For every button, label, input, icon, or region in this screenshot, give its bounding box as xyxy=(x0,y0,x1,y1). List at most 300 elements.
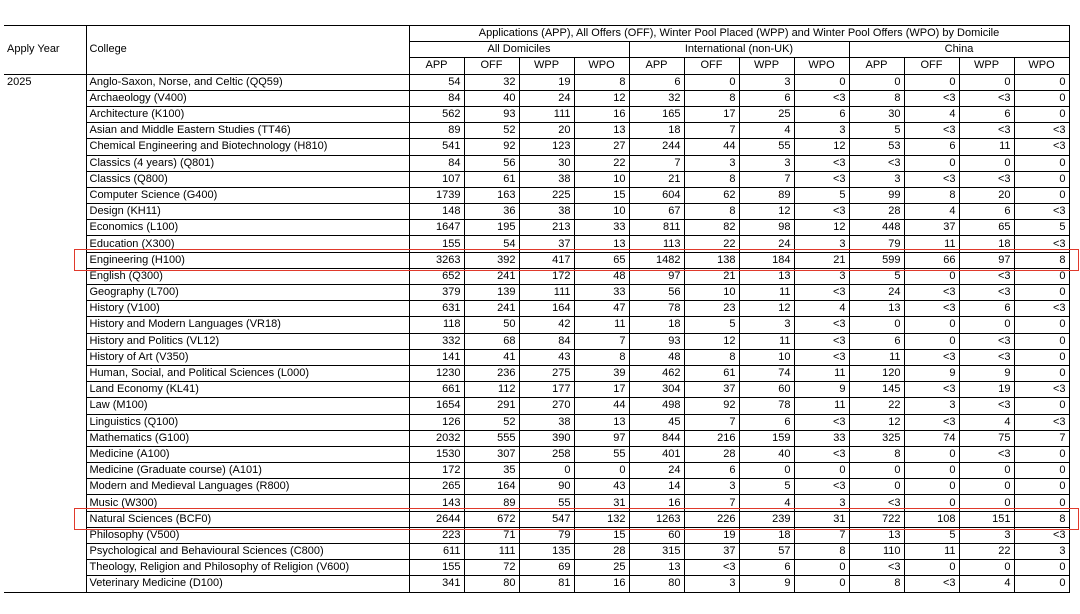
value-cell: 0 xyxy=(849,463,904,479)
value-cell: 417 xyxy=(519,252,574,268)
value-cell: 27 xyxy=(574,139,629,155)
value-cell: 22 xyxy=(684,236,739,252)
value-cell: <3 xyxy=(1014,123,1069,139)
value-cell: 55 xyxy=(519,495,574,511)
value-cell: 547 xyxy=(519,511,574,527)
value-cell: 111 xyxy=(519,106,574,122)
value-cell: 241 xyxy=(464,301,519,317)
value-cell: 604 xyxy=(629,187,684,203)
value-cell: 10 xyxy=(574,204,629,220)
value-cell: 8 xyxy=(684,349,739,365)
value-cell: 3 xyxy=(794,236,849,252)
value-cell: <3 xyxy=(959,268,1014,284)
value-cell: 0 xyxy=(1014,495,1069,511)
value-cell: 0 xyxy=(959,560,1014,576)
value-cell: 135 xyxy=(519,544,574,560)
value-cell: 448 xyxy=(849,220,904,236)
value-cell: 7 xyxy=(794,527,849,543)
value-cell: 844 xyxy=(629,430,684,446)
apply-year-cell xyxy=(4,90,86,106)
value-cell: 20 xyxy=(519,123,574,139)
value-cell: 24 xyxy=(849,285,904,301)
value-cell: 11 xyxy=(959,139,1014,155)
value-cell: <3 xyxy=(794,333,849,349)
value-cell: 79 xyxy=(519,527,574,543)
value-cell: <3 xyxy=(1014,414,1069,430)
value-cell: 7 xyxy=(684,414,739,430)
college-cell: Natural Sciences (BCF0) xyxy=(86,511,409,527)
value-cell: 611 xyxy=(409,544,464,560)
value-cell: 21 xyxy=(684,268,739,284)
value-cell: 0 xyxy=(904,317,959,333)
table-row xyxy=(4,576,1069,592)
value-cell: 0 xyxy=(959,495,1014,511)
value-cell: 0 xyxy=(1014,560,1069,576)
value-cell: 17 xyxy=(574,382,629,398)
value-cell: 8 xyxy=(849,576,904,592)
metric-header-off: OFF xyxy=(684,58,739,74)
value-cell: 54 xyxy=(409,74,464,90)
value-cell: 307 xyxy=(464,446,519,462)
value-cell: 97 xyxy=(959,252,1014,268)
value-cell: 9 xyxy=(904,365,959,381)
value-cell: 16 xyxy=(574,576,629,592)
value-cell: 78 xyxy=(739,398,794,414)
value-cell: 155 xyxy=(409,236,464,252)
value-cell: 12 xyxy=(794,139,849,155)
value-cell: 47 xyxy=(574,301,629,317)
value-cell: 8 xyxy=(684,90,739,106)
value-cell: 33 xyxy=(794,430,849,446)
apply-year-cell xyxy=(4,446,86,462)
value-cell: <3 xyxy=(794,90,849,106)
value-cell: 11 xyxy=(849,349,904,365)
value-cell: 165 xyxy=(629,106,684,122)
value-cell: 3 xyxy=(959,527,1014,543)
value-cell: 315 xyxy=(629,544,684,560)
apply-year-cell xyxy=(4,301,86,317)
value-cell: 226 xyxy=(684,511,739,527)
value-cell: 65 xyxy=(574,252,629,268)
value-cell: 0 xyxy=(1014,317,1069,333)
value-cell: 145 xyxy=(849,382,904,398)
value-cell: 68 xyxy=(464,333,519,349)
college-cell: Education (X300) xyxy=(86,236,409,252)
value-cell: 84 xyxy=(409,155,464,171)
value-cell: 0 xyxy=(1014,349,1069,365)
value-cell: 0 xyxy=(959,74,1014,90)
table-row xyxy=(4,106,1069,122)
value-cell: <3 xyxy=(684,560,739,576)
value-cell: 0 xyxy=(849,74,904,90)
value-cell: 39 xyxy=(574,365,629,381)
value-cell: <3 xyxy=(1014,301,1069,317)
value-cell: 5 xyxy=(849,123,904,139)
value-cell: 225 xyxy=(519,187,574,203)
value-cell: 13 xyxy=(739,268,794,284)
value-cell: 11 xyxy=(904,236,959,252)
apply-year-cell xyxy=(4,252,86,268)
value-cell: 23 xyxy=(684,301,739,317)
value-cell: 3 xyxy=(739,155,794,171)
table-row xyxy=(4,560,1069,576)
value-cell: 498 xyxy=(629,398,684,414)
value-cell: 7 xyxy=(629,155,684,171)
value-cell: 35 xyxy=(464,463,519,479)
value-cell: 0 xyxy=(904,495,959,511)
value-cell: 37 xyxy=(684,544,739,560)
metric-header-app: APP xyxy=(629,58,684,74)
value-cell: 79 xyxy=(849,236,904,252)
value-cell: 3 xyxy=(739,74,794,90)
value-cell: <3 xyxy=(959,398,1014,414)
value-cell: 21 xyxy=(794,252,849,268)
value-cell: 6 xyxy=(959,301,1014,317)
value-cell: <3 xyxy=(849,495,904,511)
value-cell: 60 xyxy=(739,382,794,398)
value-cell: <3 xyxy=(959,333,1014,349)
value-cell: <3 xyxy=(794,155,849,171)
value-cell: 65 xyxy=(959,220,1014,236)
value-cell: 241 xyxy=(464,268,519,284)
value-cell: 5 xyxy=(1014,220,1069,236)
apply-year-header: Apply Year xyxy=(4,26,86,75)
table-row xyxy=(4,123,1069,139)
value-cell: 0 xyxy=(904,479,959,495)
value-cell: 7 xyxy=(684,123,739,139)
value-cell: 3 xyxy=(794,495,849,511)
table-row xyxy=(4,479,1069,495)
value-cell: 172 xyxy=(409,463,464,479)
value-cell: 14 xyxy=(629,479,684,495)
value-cell: 8 xyxy=(574,74,629,90)
apply-year-cell xyxy=(4,123,86,139)
table-row xyxy=(4,204,1069,220)
metric-header-wpo: WPO xyxy=(794,58,849,74)
value-cell: 139 xyxy=(464,285,519,301)
value-cell: 7 xyxy=(739,171,794,187)
value-cell: 60 xyxy=(629,527,684,543)
table-row xyxy=(4,301,1069,317)
value-cell: 18 xyxy=(739,527,794,543)
value-cell: 13 xyxy=(849,301,904,317)
college-cell: Engineering (H100) xyxy=(86,252,409,268)
value-cell: 132 xyxy=(574,511,629,527)
value-cell: 3 xyxy=(794,268,849,284)
value-cell: 0 xyxy=(1014,171,1069,187)
value-cell: <3 xyxy=(794,317,849,333)
value-cell: 562 xyxy=(409,106,464,122)
value-cell: 631 xyxy=(409,301,464,317)
college-cell: Psychological and Behavioural Sciences (C800) xyxy=(86,544,409,560)
table-row xyxy=(4,171,1069,187)
value-cell: 3 xyxy=(684,155,739,171)
value-cell: <3 xyxy=(794,446,849,462)
value-cell: 164 xyxy=(464,479,519,495)
college-cell: Computer Science (G400) xyxy=(86,187,409,203)
value-cell: 195 xyxy=(464,220,519,236)
value-cell: 40 xyxy=(739,446,794,462)
value-cell: 244 xyxy=(629,139,684,155)
value-cell: 0 xyxy=(904,446,959,462)
value-cell: 113 xyxy=(629,236,684,252)
value-cell: 37 xyxy=(684,382,739,398)
value-cell: 15 xyxy=(574,527,629,543)
value-cell: 37 xyxy=(904,220,959,236)
value-cell: 40 xyxy=(464,90,519,106)
value-cell: 9 xyxy=(739,576,794,592)
value-cell: 0 xyxy=(519,463,574,479)
value-cell: 4 xyxy=(739,123,794,139)
metric-header-app: APP xyxy=(409,58,464,74)
value-cell: 223 xyxy=(409,527,464,543)
college-cell: History and Modern Languages (VR18) xyxy=(86,317,409,333)
value-cell: 93 xyxy=(464,106,519,122)
value-cell: 97 xyxy=(629,268,684,284)
value-cell: 43 xyxy=(519,349,574,365)
value-cell: 92 xyxy=(684,398,739,414)
value-cell: 38 xyxy=(519,204,574,220)
table-row xyxy=(4,382,1069,398)
value-cell: 19 xyxy=(684,527,739,543)
value-cell: 6 xyxy=(794,106,849,122)
value-cell: 138 xyxy=(684,252,739,268)
value-cell: 6 xyxy=(739,90,794,106)
college-cell: Land Economy (KL41) xyxy=(86,382,409,398)
college-cell: Philosophy (V500) xyxy=(86,527,409,543)
table-row xyxy=(4,527,1069,543)
value-cell: 332 xyxy=(409,333,464,349)
apply-year-cell xyxy=(4,268,86,284)
value-cell: 163 xyxy=(464,187,519,203)
value-cell: 61 xyxy=(684,365,739,381)
value-cell: 13 xyxy=(574,414,629,430)
value-cell: 8 xyxy=(684,204,739,220)
value-cell: 111 xyxy=(464,544,519,560)
value-cell: 25 xyxy=(574,560,629,576)
value-cell: 0 xyxy=(739,463,794,479)
table-row xyxy=(4,317,1069,333)
value-cell: 1482 xyxy=(629,252,684,268)
value-cell: 45 xyxy=(629,414,684,430)
value-cell: 5 xyxy=(739,479,794,495)
value-cell: 80 xyxy=(464,576,519,592)
apply-year-cell xyxy=(4,430,86,446)
value-cell: 811 xyxy=(629,220,684,236)
value-cell: 89 xyxy=(464,495,519,511)
metric-header-wpp: WPP xyxy=(959,58,1014,74)
value-cell: <3 xyxy=(1014,382,1069,398)
college-cell: Geography (L700) xyxy=(86,285,409,301)
value-cell: 1654 xyxy=(409,398,464,414)
value-cell: 258 xyxy=(519,446,574,462)
value-cell: 722 xyxy=(849,511,904,527)
value-cell: 304 xyxy=(629,382,684,398)
value-cell: 16 xyxy=(629,495,684,511)
value-cell: 13 xyxy=(574,123,629,139)
value-cell: 265 xyxy=(409,479,464,495)
value-cell: 20 xyxy=(959,187,1014,203)
table-body xyxy=(4,74,1069,592)
value-cell: 13 xyxy=(629,560,684,576)
value-cell: 12 xyxy=(794,220,849,236)
value-cell: 270 xyxy=(519,398,574,414)
value-cell: 11 xyxy=(794,365,849,381)
value-cell: 89 xyxy=(409,123,464,139)
value-cell: 325 xyxy=(849,430,904,446)
metric-header-off: OFF xyxy=(464,58,519,74)
value-cell: 6 xyxy=(684,463,739,479)
value-cell: 0 xyxy=(684,74,739,90)
value-cell: <3 xyxy=(794,349,849,365)
value-cell: 107 xyxy=(409,171,464,187)
table-row xyxy=(4,268,1069,284)
value-cell: 69 xyxy=(519,560,574,576)
value-cell: 6 xyxy=(629,74,684,90)
value-cell: 38 xyxy=(519,171,574,187)
value-cell: 9 xyxy=(794,382,849,398)
value-cell: <3 xyxy=(794,285,849,301)
value-cell: 599 xyxy=(849,252,904,268)
value-cell: 118 xyxy=(409,317,464,333)
value-cell: 8 xyxy=(1014,511,1069,527)
value-cell: 1230 xyxy=(409,365,464,381)
group-header-international: International (non-UK) xyxy=(629,42,849,58)
value-cell: 24 xyxy=(739,236,794,252)
apply-year-cell xyxy=(4,317,86,333)
apply-year-cell xyxy=(4,544,86,560)
table-row xyxy=(4,544,1069,560)
value-cell: 31 xyxy=(574,495,629,511)
value-cell: 8 xyxy=(574,349,629,365)
value-cell: 80 xyxy=(629,576,684,592)
apply-year-cell xyxy=(4,382,86,398)
value-cell: 22 xyxy=(959,544,1014,560)
value-cell: 0 xyxy=(959,317,1014,333)
value-cell: 7 xyxy=(1014,430,1069,446)
table-row xyxy=(4,446,1069,462)
value-cell: 291 xyxy=(464,398,519,414)
value-cell: 401 xyxy=(629,446,684,462)
value-cell: <3 xyxy=(959,349,1014,365)
value-cell: 28 xyxy=(684,446,739,462)
value-cell: 155 xyxy=(409,560,464,576)
table-row xyxy=(4,220,1069,236)
value-cell: 19 xyxy=(519,74,574,90)
value-cell: 4 xyxy=(904,106,959,122)
apply-year-cell xyxy=(4,398,86,414)
value-cell: <3 xyxy=(904,349,959,365)
value-cell: 6 xyxy=(959,106,1014,122)
apply-year-cell: 2025 xyxy=(7,75,32,88)
metric-header-wpp: WPP xyxy=(739,58,794,74)
college-cell: English (Q300) xyxy=(86,268,409,284)
value-cell: 89 xyxy=(739,187,794,203)
value-cell: 0 xyxy=(1014,74,1069,90)
value-cell: 11 xyxy=(739,333,794,349)
value-cell: 4 xyxy=(794,301,849,317)
value-cell: <3 xyxy=(1014,236,1069,252)
value-cell: 75 xyxy=(959,430,1014,446)
value-cell: 3 xyxy=(904,398,959,414)
value-cell: 19 xyxy=(959,382,1014,398)
value-cell: 541 xyxy=(409,139,464,155)
value-cell: 143 xyxy=(409,495,464,511)
value-cell: <3 xyxy=(794,479,849,495)
value-cell: 12 xyxy=(684,333,739,349)
group-header-china: China xyxy=(849,42,1069,58)
value-cell: 2032 xyxy=(409,430,464,446)
college-cell: Linguistics (Q100) xyxy=(86,414,409,430)
apply-year-cell xyxy=(4,139,86,155)
value-cell: 390 xyxy=(519,430,574,446)
value-cell: 24 xyxy=(629,463,684,479)
value-cell: 72 xyxy=(464,560,519,576)
table-title: Applications (APP), All Offers (OFF), Winter Pool Placed (WPP) and Winter Pool Offers (WPO) by Domicile xyxy=(409,26,1069,42)
value-cell: 10 xyxy=(739,349,794,365)
value-cell: 22 xyxy=(849,398,904,414)
value-cell: 13 xyxy=(574,236,629,252)
value-cell: 56 xyxy=(629,285,684,301)
metric-header-wpp: WPP xyxy=(519,58,574,74)
value-cell: 0 xyxy=(1014,333,1069,349)
value-cell: 31 xyxy=(794,511,849,527)
table-row xyxy=(4,155,1069,171)
value-cell: <3 xyxy=(904,382,959,398)
value-cell: 0 xyxy=(1014,576,1069,592)
value-cell: 0 xyxy=(904,268,959,284)
college-cell: Medicine (Graduate course) (A101) xyxy=(86,463,409,479)
value-cell: 0 xyxy=(794,463,849,479)
value-cell: 13 xyxy=(849,527,904,543)
value-cell: 37 xyxy=(519,236,574,252)
value-cell: 4 xyxy=(959,576,1014,592)
college-cell: Anglo-Saxon, Norse, and Celtic (QQ59) xyxy=(86,74,409,90)
value-cell: 6 xyxy=(739,560,794,576)
apply-year-cell xyxy=(4,365,86,381)
value-cell: 28 xyxy=(574,544,629,560)
value-cell: 97 xyxy=(574,430,629,446)
apply-year-cell xyxy=(4,285,86,301)
value-cell: 9 xyxy=(959,365,1014,381)
value-cell: 0 xyxy=(1014,365,1069,381)
value-cell: 3 xyxy=(849,171,904,187)
value-cell: 22 xyxy=(574,155,629,171)
table-row xyxy=(4,463,1069,479)
college-cell: Design (KH11) xyxy=(86,204,409,220)
value-cell: 50 xyxy=(464,317,519,333)
table-row xyxy=(4,187,1069,203)
college-cell: Classics (Q800) xyxy=(86,171,409,187)
value-cell: 555 xyxy=(464,430,519,446)
value-cell: 52 xyxy=(464,414,519,430)
table-row xyxy=(4,90,1069,106)
table-row xyxy=(4,414,1069,430)
apply-year-cell xyxy=(4,171,86,187)
apply-year-cell xyxy=(4,187,86,203)
value-cell: <3 xyxy=(904,90,959,106)
value-cell: 7 xyxy=(684,495,739,511)
value-cell: 74 xyxy=(904,430,959,446)
college-cell: History and Politics (VL12) xyxy=(86,333,409,349)
metric-header-app: APP xyxy=(849,58,904,74)
college-cell: Modern and Medieval Languages (R800) xyxy=(86,479,409,495)
college-cell: Classics (4 years) (Q801) xyxy=(86,155,409,171)
value-cell: <3 xyxy=(904,414,959,430)
college-cell: Economics (L100) xyxy=(86,220,409,236)
apply-year-cell xyxy=(4,106,86,122)
value-cell: 48 xyxy=(629,349,684,365)
